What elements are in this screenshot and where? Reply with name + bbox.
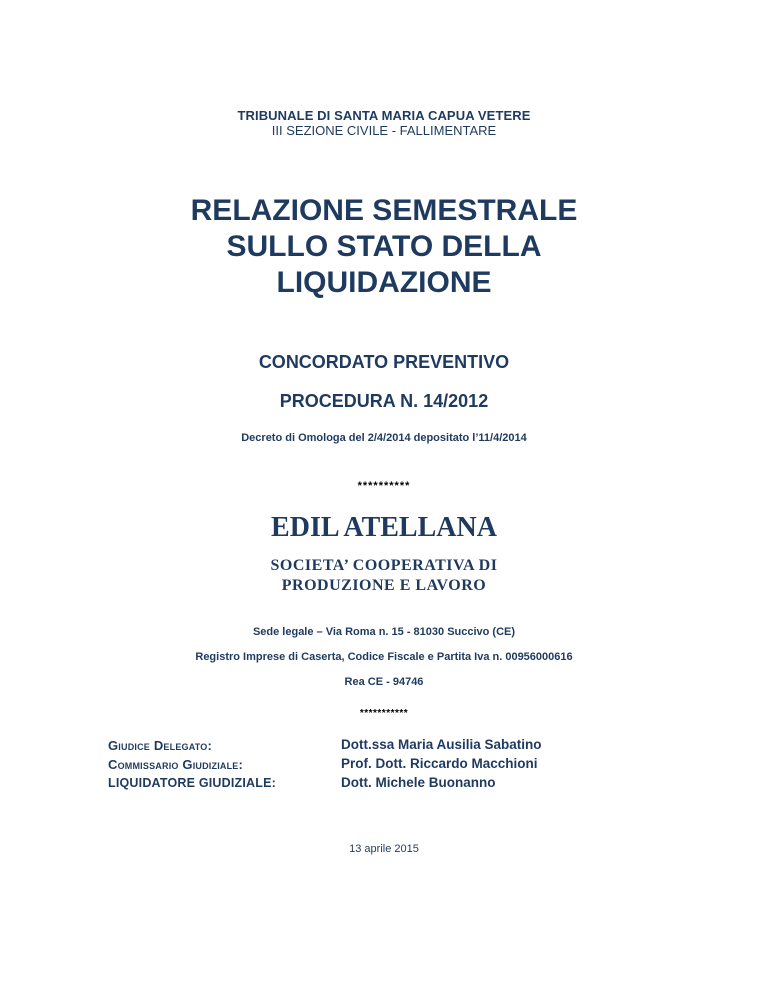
role-commissioner: Commissario Giudiziale: bbox=[108, 757, 244, 772]
procedure-number: PROCEDURA N. 14/2012 bbox=[279, 391, 489, 411]
name-judge: Dott.ssa Maria Ausilia Sabatino bbox=[341, 737, 542, 752]
role-liquidator: LIQUIDATORE GIUDIZIALE: bbox=[108, 776, 277, 790]
registered-office: Sede legale – Via Roma n. 15 - 81030 Succivo (CE) bbox=[252, 626, 516, 638]
separator: *********** bbox=[359, 708, 409, 719]
procedure-type: CONCORDATO PREVENTIVO bbox=[258, 352, 510, 372]
document-date: 13 aprile 2015 bbox=[349, 843, 419, 855]
role-judge: Giudice Delegato: bbox=[108, 738, 213, 753]
document-title bbox=[0, 193, 768, 301]
name-commissioner: Prof. Dott. Riccardo Macchioni bbox=[341, 756, 538, 771]
document-title-line: RELAZIONE SEMESTRALE bbox=[190, 194, 578, 227]
official-names bbox=[341, 735, 542, 792]
document-title-line: LIQUIDAZIONE bbox=[276, 266, 492, 299]
company-type-line: PRODUZIONE E LAVORO bbox=[281, 577, 487, 594]
company-name: EDIL ATELLANA bbox=[271, 512, 497, 543]
court-section: III SEZIONE CIVILE - FALLIMENTARE bbox=[271, 123, 497, 138]
document-title-line: SULLO STATO DELLA bbox=[226, 230, 542, 263]
separator: ********** bbox=[357, 480, 411, 492]
decree-note: Decreto di Omologa del 2/4/2014 depositato l’11/4/2014 bbox=[241, 432, 527, 444]
court-name: TRIBUNALE DI SANTA MARIA CAPUA VETERE bbox=[237, 108, 531, 123]
rea-number: Rea CE - 94746 bbox=[344, 676, 424, 688]
official-roles bbox=[108, 736, 276, 793]
name-liquidator: Dott. Michele Buonanno bbox=[341, 775, 496, 790]
company-type-line: SOCIETA’ COOPERATIVA DI bbox=[270, 557, 498, 574]
business-registry: Registro Imprese di Caserta, Codice Fiscale e Partita Iva n. 00956000616 bbox=[195, 651, 573, 663]
company-type bbox=[0, 556, 768, 596]
